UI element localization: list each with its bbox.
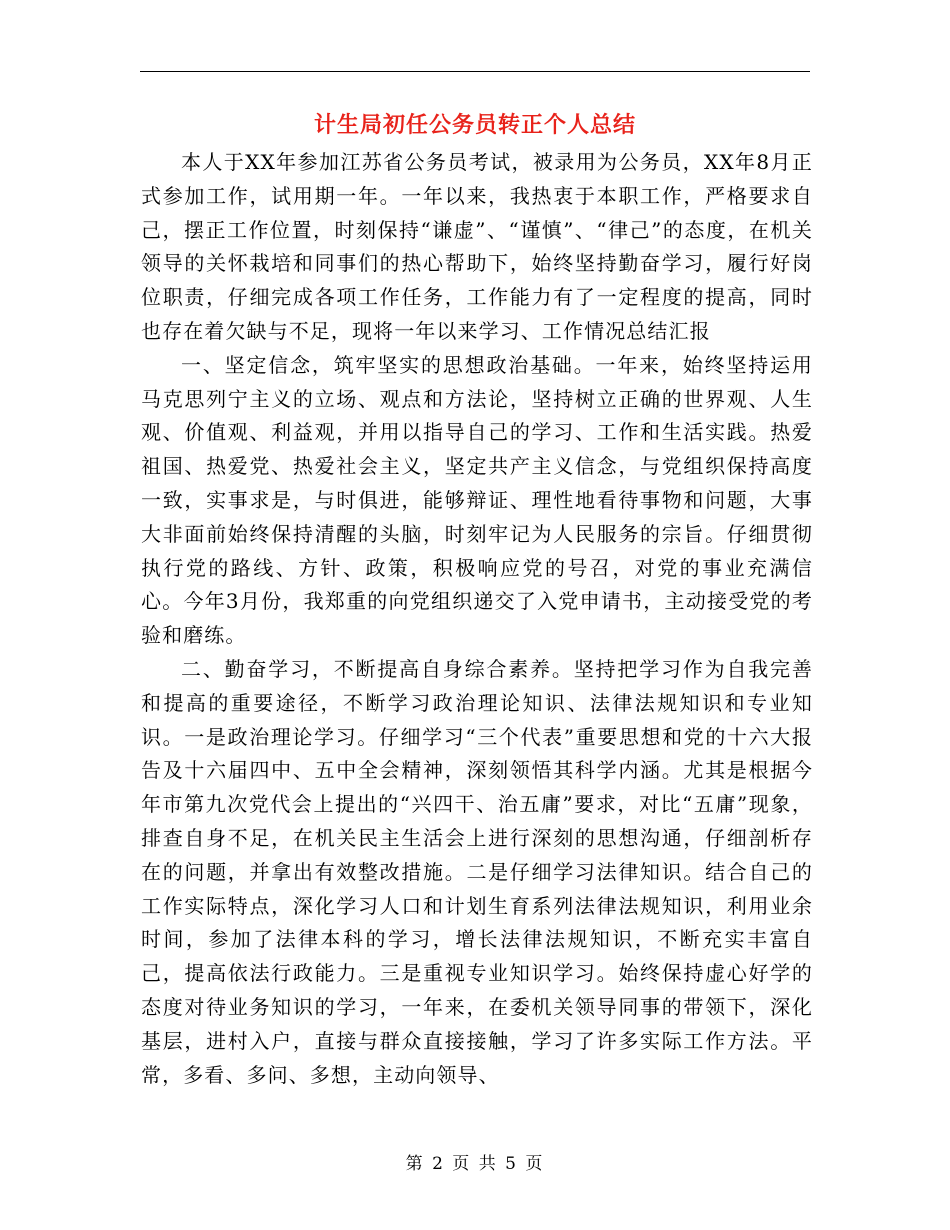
- header-rule: [140, 71, 810, 72]
- document-title: 计生局初任公务员转正个人总结: [313, 113, 636, 138]
- paragraph-section-one: 一、坚定信念，筑牢坚实的思想政治基础。一年来，始终坚持运用马克思列宁主义的立场、观点和方法论，坚持树立正确的世界观、人生观、价值观、利益观，并用以指导自己的学习、工作和生活实践。热爱祖国、热爱党、热爱社会主义，坚定共产主义信念，与党组织保持高度一致，实事求是，与时俱进，能够辩证、理性地看待事物和问题，大事大非面前始终保持清醒的头脑，时刻牢记为人民服务的宗旨。仔细贯彻执行党的路线、方针、政策，积极响应党的号召，对党的事业充满信心。今年3月份，我郑重的向党组织递交了入党申请书，主动接受党的考验和磨练。: [141, 352, 813, 648]
- paragraph-section-two: 二、勤奋学习，不断提高自身综合素养。坚持把学习作为自我完善和提高的重要途径，不断学习政治理论知识、法律法规知识和专业知识。一是政治理论学习。仔细学习“三个代表”重要思想和党的十六大报告及十六届四中、五中全会精神，深刻领悟其科学内涵。尤其是根据今年市第九次党代会上提出的“兴四干、治五庸”要求，对比“五庸”现象，排查自身不足，在机关民主生活会上进行深刻的思想沟通，仔细剖析存在的问题，并拿出有效整改措施。二是仔细学习法律知识。结合自己的工作实际特点，深化学习人口和计划生育系列法律法规知识，利用业余时间，参加了法律本科的学习，增长法律法规知识，不断充实丰富自己，提高依法行政能力。三是重视专业知识学习。始终保持虚心好学的态度对待业务知识的学习，一年来，在委机关领导同事的带领下，深化基层，进村入户，直接与群众直接接触，学习了许多实际工作方法。平常，多看、多问、多想，主动向领导、: [141, 656, 813, 1087]
- paragraph-intro: 本人于XX年参加江苏省公务员考试，被录用为公务员，XX年8月正式参加工作，试用期一年。一年以来，我热衷于本职工作，严格要求自己，摆正工作位置，时刻保持“谦虚”、“谨慎”、“律己”的态度，在机关领导的关怀栽培和同事们的热心帮助下，始终坚持勤奋学习，履行好岗位职责，仔细完成各项工作任务，工作能力有了一定程度的提高，同时也存在着欠缺与不足，现将一年以来学习、工作情况总结汇报: [141, 150, 813, 343]
- document-body: [141, 146, 813, 1092]
- page-number-footer: 第 2 页 共 5 页: [405, 1154, 545, 1174]
